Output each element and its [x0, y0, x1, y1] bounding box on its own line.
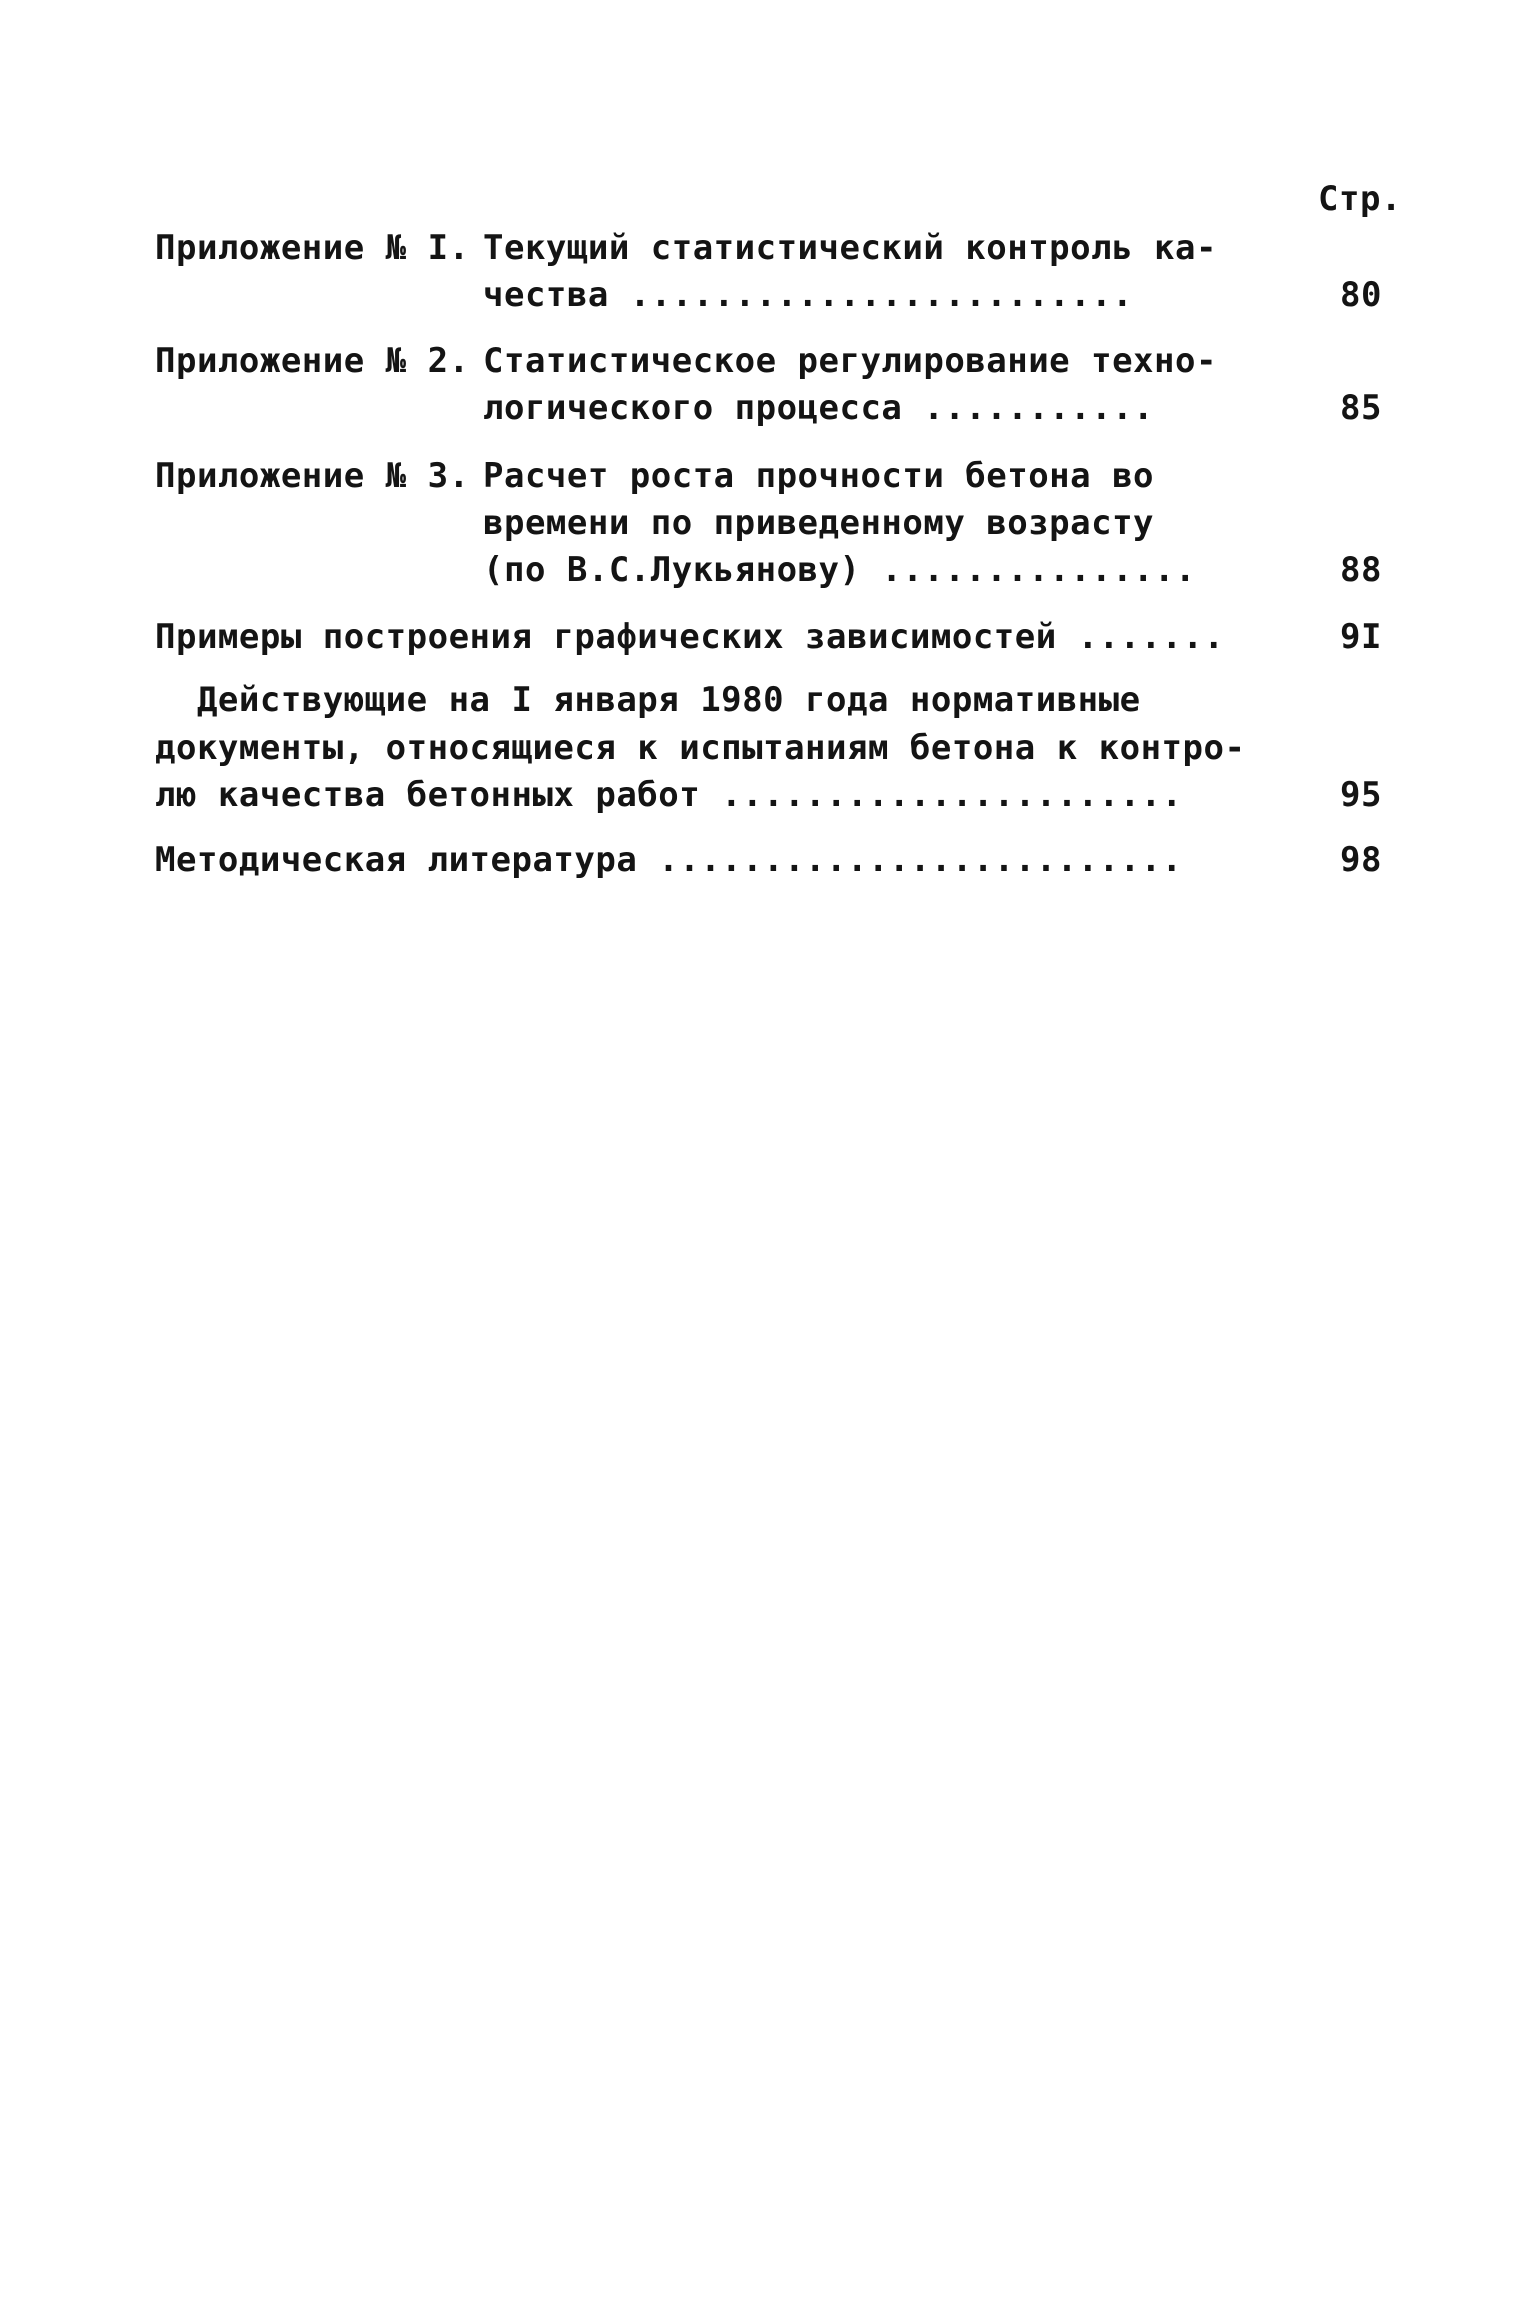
toc-entry-1-line-1: Текущий статистический контроль ка- [483, 228, 1217, 268]
toc-entry-1-line-2: чества ........................ [483, 275, 1134, 315]
toc-entry-2-prefix: Приложение № 2. [155, 341, 470, 381]
toc-entry-5-line-2: документы, относящиеся к испытаниям бетона к контро- [155, 728, 1246, 768]
toc-entry-2-page: 85 [1340, 388, 1382, 428]
toc-entry-3-line-1: Расчет роста прочности бетона во [483, 456, 1155, 496]
toc-entry-5-line-1: Действующие на I января 1980 года нормативные [155, 680, 1141, 720]
toc-entry-3-page: 88 [1340, 550, 1382, 590]
toc-entry-4-page: 9I [1340, 617, 1382, 657]
toc-entry-2-line-1: Статистическое регулирование техно- [483, 341, 1217, 381]
toc-entry-1-page: 80 [1340, 275, 1382, 315]
toc-entry-5-line-3: лю качества бетонных работ ...................... [155, 775, 1183, 815]
toc-entry-3-prefix: Приложение № 3. [155, 456, 470, 496]
toc-entry-5-page: 95 [1340, 775, 1382, 815]
toc-entry-6-line-1: Методическая литература ......................... [155, 840, 1183, 880]
toc-entry-6-page: 98 [1340, 840, 1382, 880]
toc-entry-3-line-2: времени по приведенному возрасту [483, 503, 1155, 543]
toc-entry-2-line-2: логического процесса ........... [483, 388, 1155, 428]
toc-entry-4-line-1: Примеры построения графических зависимостей ....... [155, 617, 1225, 657]
toc-entry-3-line-3: (по В.С.Лукьянову) ............... [483, 550, 1196, 590]
page-column-header: Стр. [1318, 179, 1402, 219]
toc-entry-1-prefix: Приложение № I. [155, 228, 470, 268]
